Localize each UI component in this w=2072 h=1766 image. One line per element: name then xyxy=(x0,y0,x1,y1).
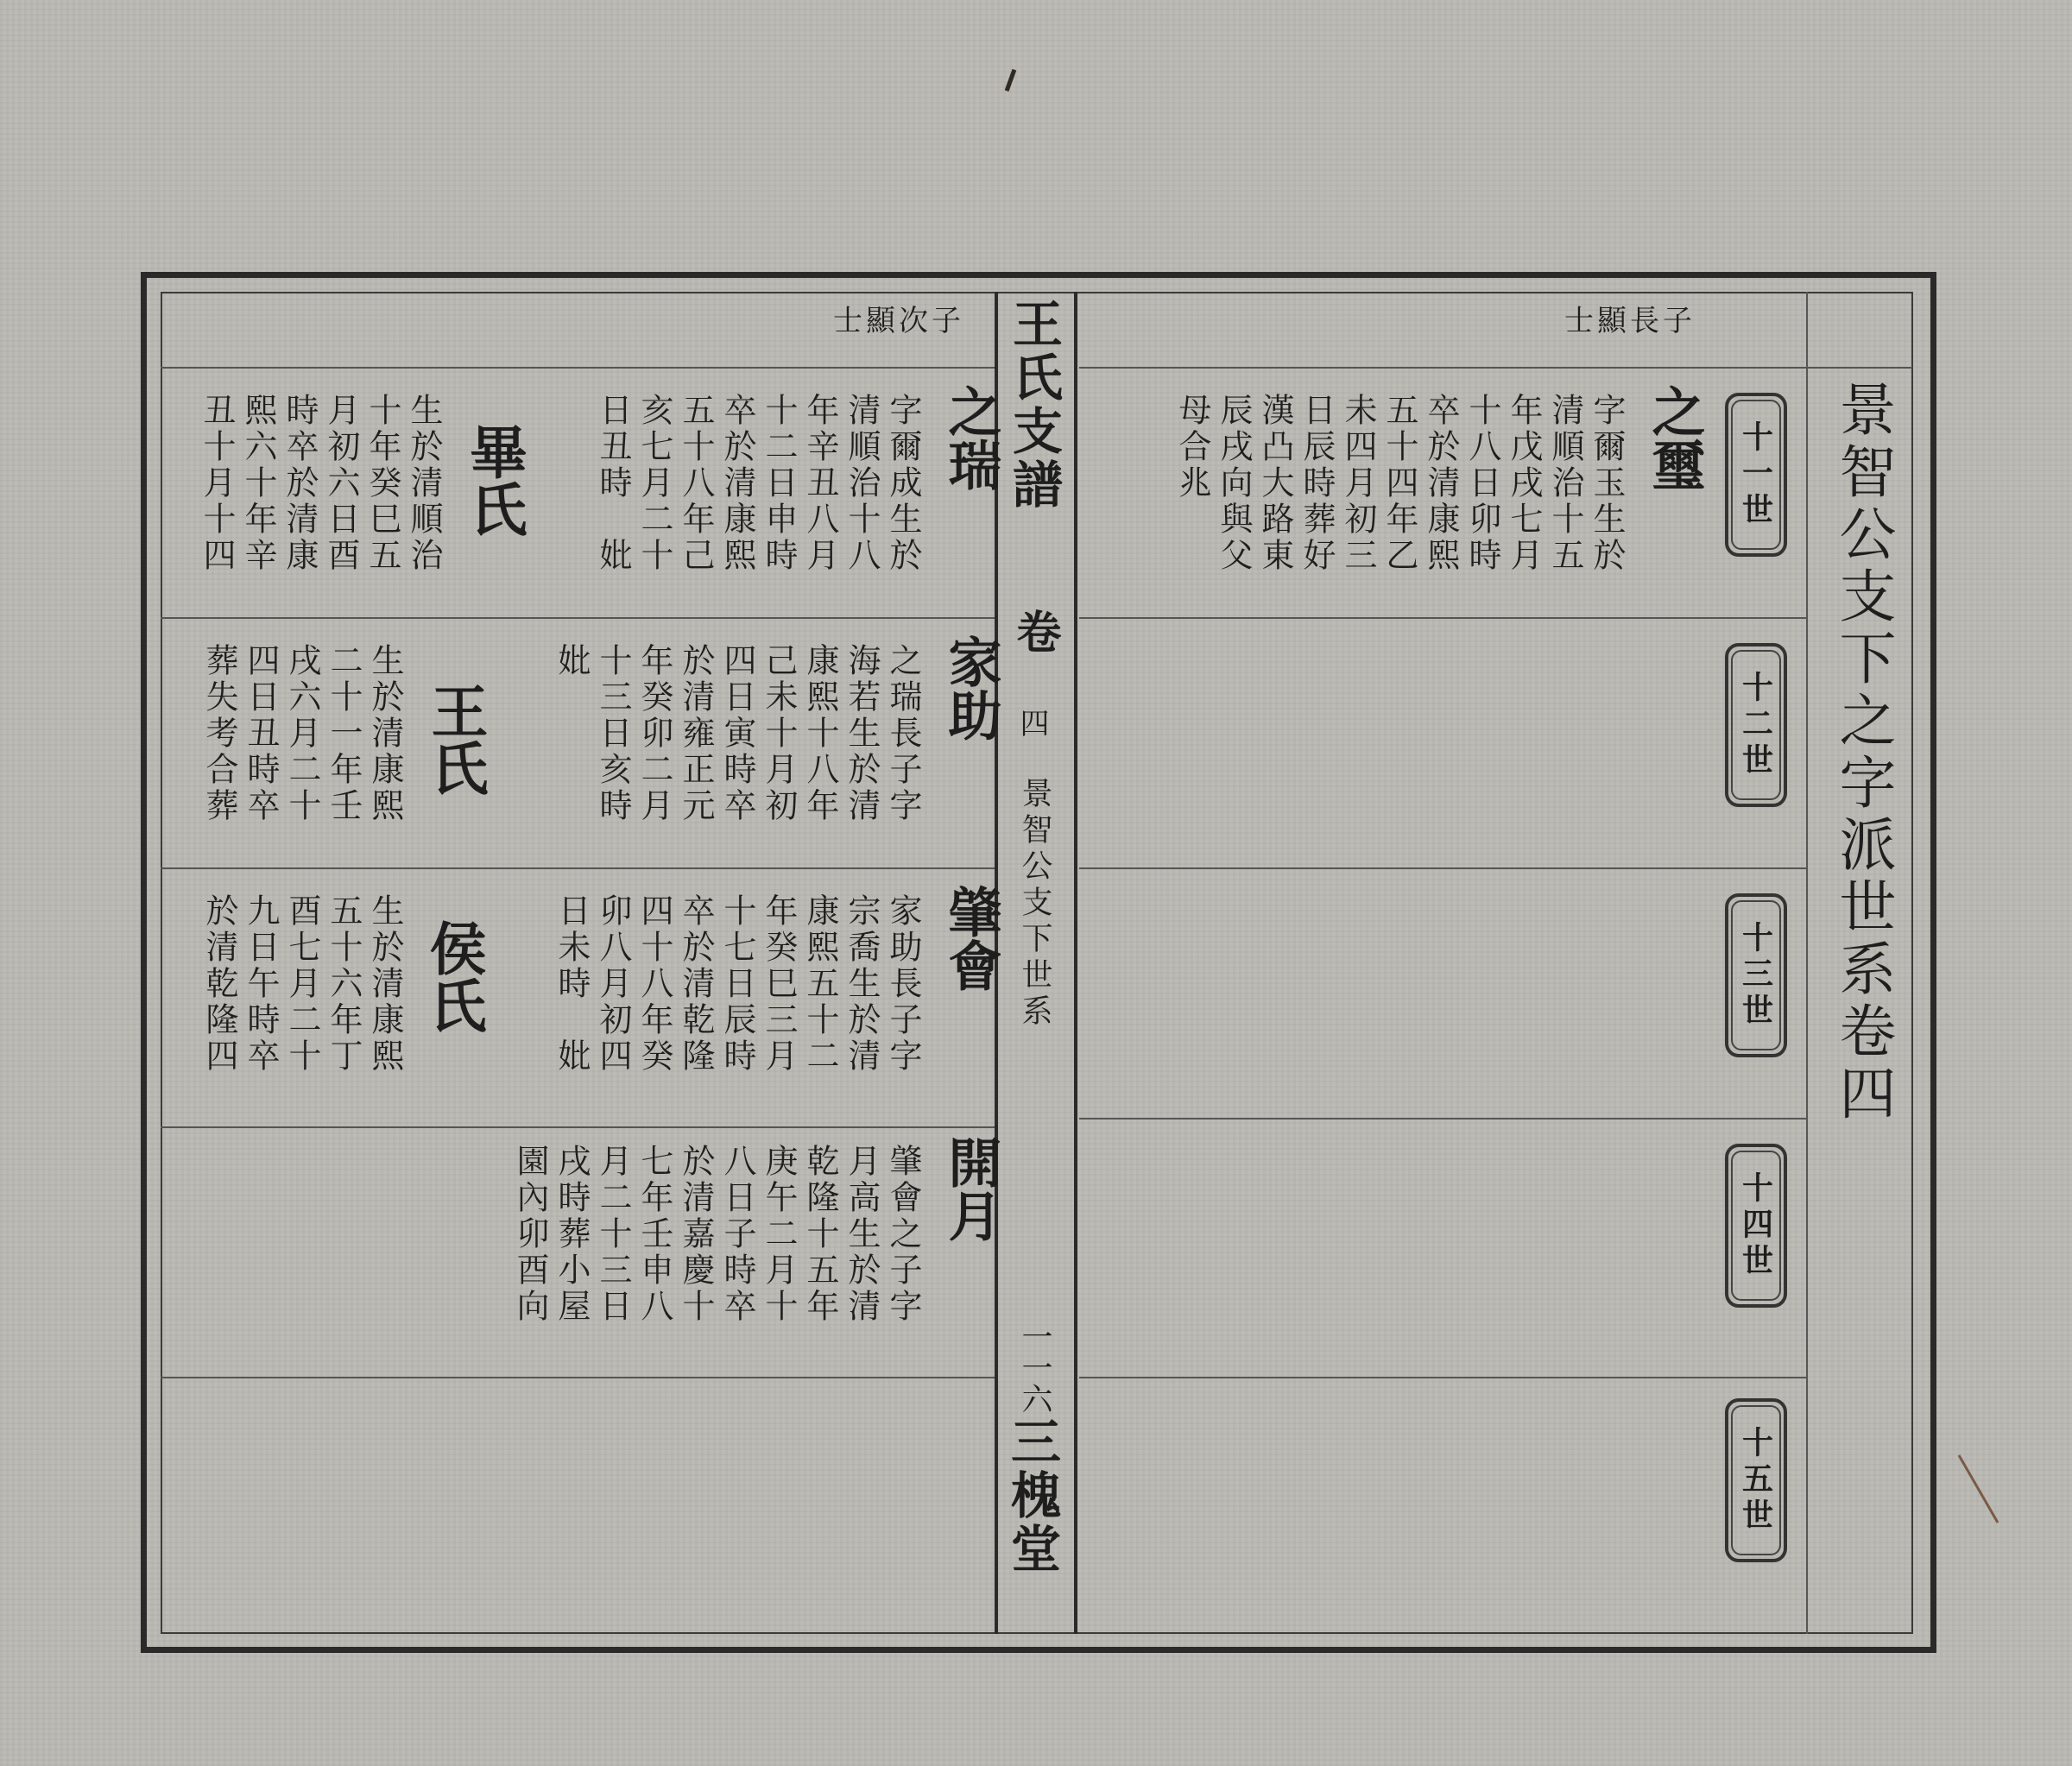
generation-badge: 十二世 xyxy=(1725,643,1787,807)
left-row-rule xyxy=(161,1377,995,1378)
person-entry xyxy=(932,384,1009,491)
right-header-rule xyxy=(1079,367,1912,369)
person-name: 之璽 xyxy=(1643,384,1706,491)
person-name: 開月 xyxy=(939,1135,1002,1242)
volume-label: 卷 xyxy=(1008,609,1061,653)
person-entry xyxy=(932,1135,1009,1242)
generation-badge: 十四世 xyxy=(1725,1144,1787,1308)
hall-name: 三槐堂 xyxy=(1002,1416,1061,1576)
generation-badge: 十三世 xyxy=(1725,893,1787,1057)
spouse-biography: 生於清康熙 二十一年壬 戌六月二十 四日丑時卒 葬失考合葬 xyxy=(200,643,404,824)
person-biography: 肇會之子字 月高生於清 乾隆十五年 庚午二月十 八日子時卒 於清嘉慶十 七年壬申八 月二十三日 戌時葬小屋 園內卯酉向 xyxy=(511,1144,922,1325)
right-row-rule xyxy=(1079,1118,1806,1120)
right-title-rule xyxy=(1806,292,1808,1634)
spouse-biography: 生於清康熙 五十六年丁 酉七月二十 九日午時卒 於清乾隆四 xyxy=(200,893,404,1075)
right-row-rule xyxy=(1079,617,1806,619)
left-row-rule xyxy=(161,617,995,619)
left-row-rule xyxy=(161,1126,995,1128)
generation-badge: 十一世 xyxy=(1725,393,1787,557)
page-number: 一一六 xyxy=(1017,1321,1052,1414)
spouse-name: 王氏 xyxy=(421,682,489,796)
person-biography: 之瑞長子字 海若生於清 康熙十八年 己未十月初 四日寅時卒 於清雍正元 年癸卯二月 十三日亥時 妣 xyxy=(553,643,922,861)
volume-number: 四 xyxy=(1014,708,1049,737)
left-row-rule xyxy=(161,867,995,869)
person-name: 家助 xyxy=(939,634,1002,741)
paper-stain xyxy=(1958,1454,1999,1523)
person-entry xyxy=(932,885,1009,992)
spouse-biography: 生於清順治 十年癸巳五 月初六日酉 時卒於清康 熙六十年辛 丑十月十四 xyxy=(198,393,443,574)
paper-stain xyxy=(1005,69,1017,91)
section-subtitle: 景智公支下世系 xyxy=(1017,777,1052,1031)
person-name: 肇會 xyxy=(939,885,1002,992)
left-header-rule xyxy=(161,367,995,369)
person-biography: 字爾成生於 清順治十八 年辛丑八月 十二日申時 卒於清康熙 五十八年己 亥七月二十 日丑時 妣 xyxy=(594,393,922,574)
generation-badge: 十五世 xyxy=(1725,1398,1787,1562)
left-header: 士顯次子 xyxy=(833,304,964,338)
section-title: 景智公支下之字派世系卷四 xyxy=(1829,380,1896,1126)
right-header: 士顯長子 xyxy=(1564,304,1696,338)
person-entry xyxy=(1636,384,1713,491)
person-biography: 家助長子字 宗喬生於清 康熙五十二 年癸巳三月 十七日辰時 卒於清乾隆 四十八年癸 卯八月初四 日未時 妣 xyxy=(553,893,922,1075)
right-row-rule xyxy=(1079,1377,1806,1378)
spouse-name: 侯氏 xyxy=(420,919,487,1033)
person-entry xyxy=(932,634,1009,741)
right-row-rule xyxy=(1079,867,1806,869)
person-biography: 字爾玉生於 清順治十五 年戊戌七月 十八日卯時 卒於清康熙 五十四年乙 未四月初三 日辰時葬好 漢凸大路東 辰戌向與父 母合兆 xyxy=(1173,393,1626,574)
spouse-name: 畢氏 xyxy=(460,423,527,537)
person-name: 之瑞 xyxy=(939,384,1002,491)
book-title: 王氏支譜 xyxy=(1004,298,1063,512)
